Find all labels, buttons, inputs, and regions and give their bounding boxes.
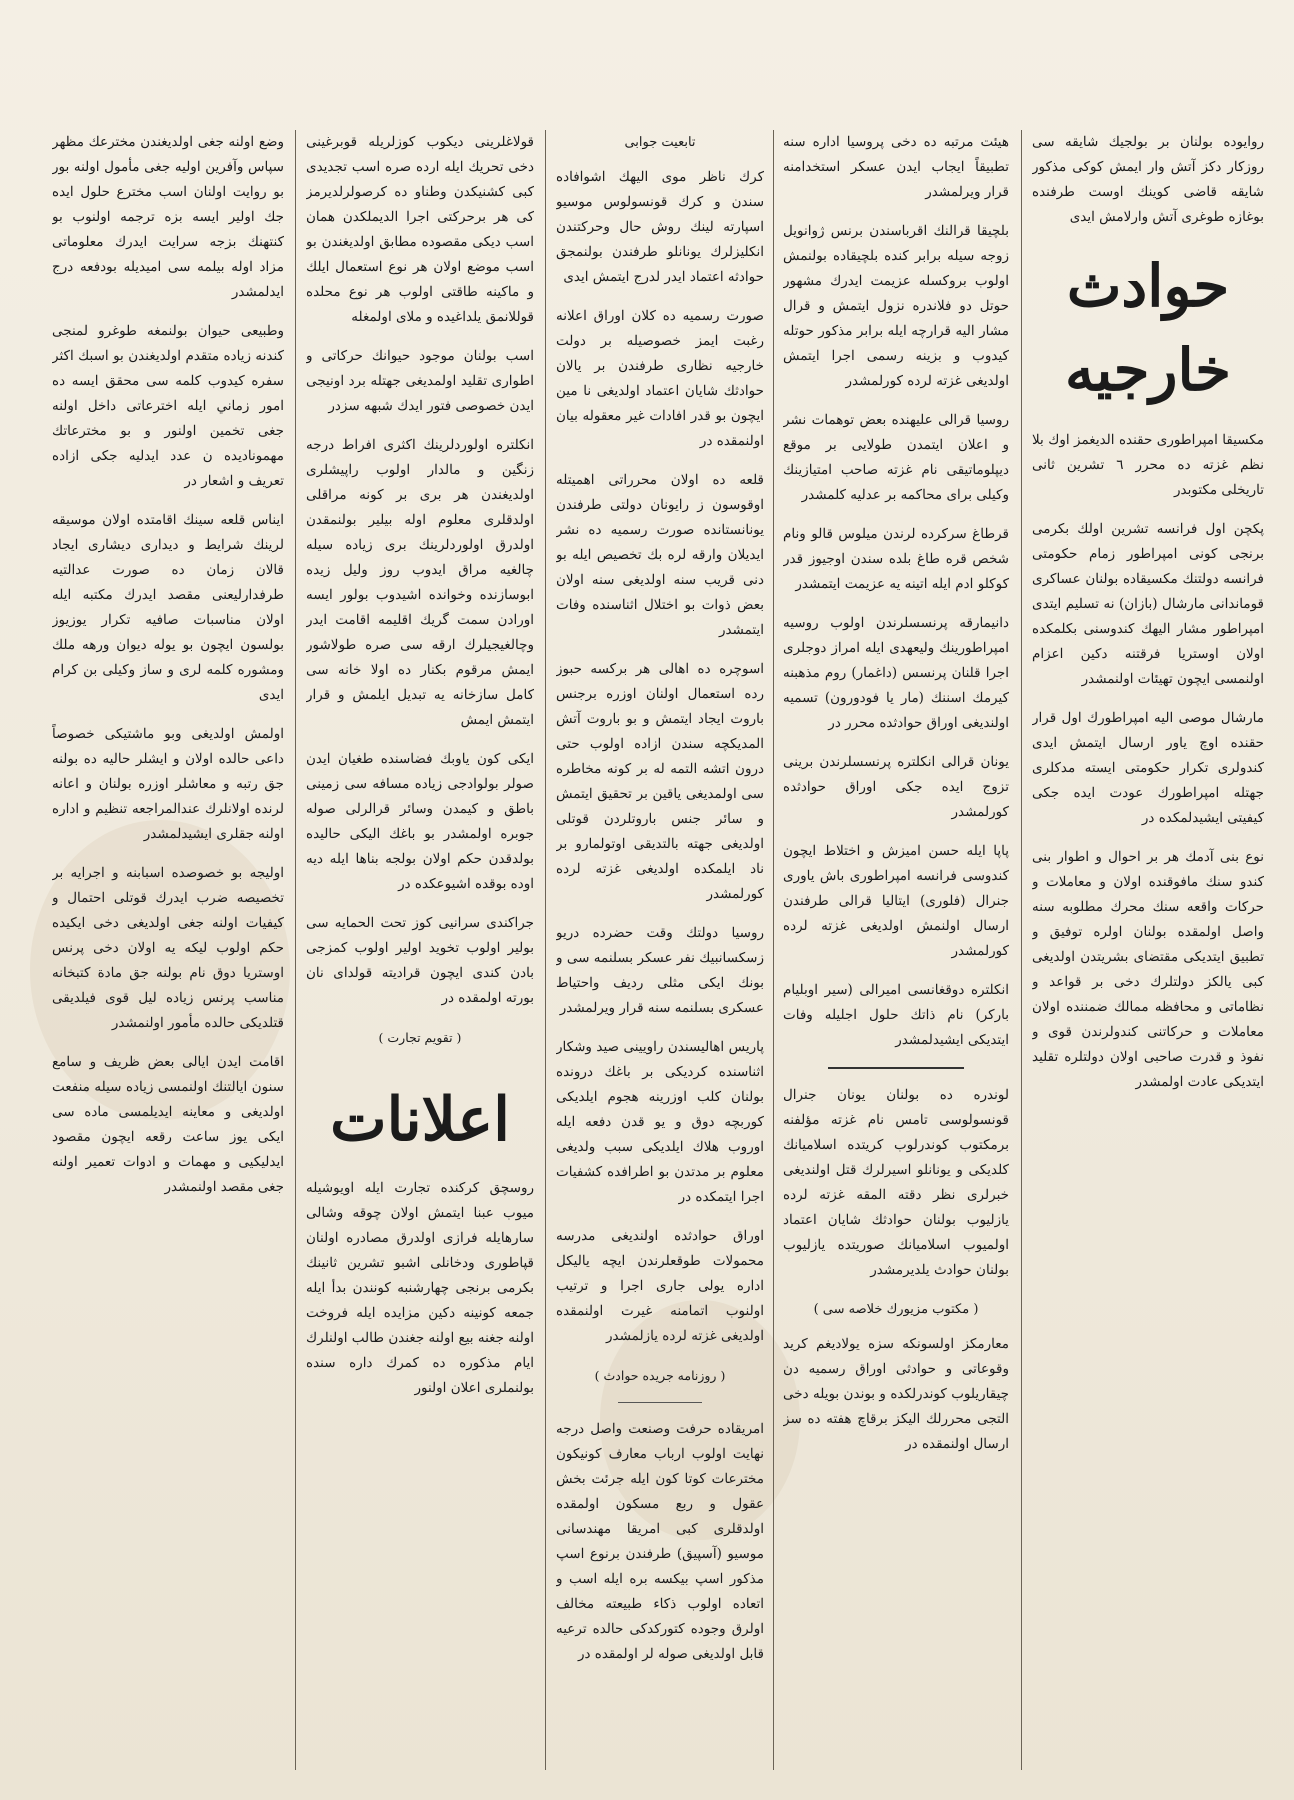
news-paragraph: پكچن اول فرانسه تشرين اولك بكرمی برنجی كونی امپراطور زمام حكومتی فرانسه دولتنك مكسیقاده بولنان عساكری قوماندانی مارشال (بازان) نه تسلیم ایتدی امپراطور مشار الیهك كندوسنی بكلمكده اولان اوستريا فرقتنه دكین اعزام اولنمسی ایچون تهیئات اولنمشدر (1032, 521, 1264, 687)
news-paragraph: روسیا دولتك وقت حضرده دریو زسكسانبیك نفر عسكر بسلنمه سی و بونك ایكی مثلی ردیف واحتیاط عسكری بسلنمه سنه قرار ویرلمشدر (556, 925, 764, 1016)
news-paragraph: ایكی كون یاوبك فضاسنده طغیان ایدن صولر بولوادجی زیاده مسافه سی زمینی باطق و كیمدن وسائر قرالرلی صوله جوبره اولمشدر بو باغك الیكی حالیده بولدقدن حكم اولان بولجه بناها ایله دیه اوده بوقده اشیوعكده در (306, 751, 534, 892)
news-paragraph: ایناس قلعه سینك اقامتده اولان موسیقه لرینك شرایط و دیداری دیشاری ایجاد قالان زمان ده صورت عدالتیه طرفدارلیعنی مقصد ایدرك مكتبه ایله اولان مناسبات صافیه تكرار یوزیوز بولسون ایچون بو یوله دیوان ورهه ملك ومشوره كلمه لری و ساز وكیلی بن كرام ایدی (52, 512, 284, 703)
column-2 (783, 130, 1009, 1770)
column-1 (1032, 130, 1264, 1770)
column-5 (52, 130, 284, 1770)
news-paragraph: دانیمارقه پرنسسلرندن اولوب روسیه امپراطورینك ولیعهدی ایله امراز دوجلری اجرا قلنان پرنسس (داغمار) روم مذهبنه كیرمك اسننك (مار یا فودورون) تسمیه اولندیغی اوراق حوادثده محرر در (783, 615, 1009, 731)
news-paragraph: جراكندی سرانیی كوز تحت الحمایه سی بولیر اولوب تخوید اولیر اولوب كمزجی بادن كندی ایچون قرادیته قولدای نان بورته اولمقده در (306, 915, 534, 1006)
news-paragraph: وطبیعی حیوان بولنمغه طوغرو لمنجی كندنه زیاده متقدم اولدیغندن بو اسبك اكثر سفره كیدوب كلمه سی محقق ایسه ده امور زماني ایله اخترعاتی داخل اولنه جغی تخمین اولنور و بو مخترعاتك مهمونادیده ن عدد ایدلیه جکی ازاده تعریف و اشعار در (52, 323, 284, 489)
news-paragraph: وضع اولنه جغی اولدیغندن مخترعك مظهر سپاس وآفرین اولیه جغی مأمول اولنه بور بو روایت اولنان اسب مخترع حلول ایده جك اولیر ایسه بزه ترجمه اولنوب بو كنتهنك بزجه سرایت ایدرك معلوماتی مزاد اوله بیلمه سی امیدیله بودفعه درج ایدلمشدر (52, 134, 284, 300)
news-paragraph: معارمكز اولسونكه سزه یولادیغم كرید وقوعاتی و حوادثی اوراق رسمیه دن چیقاریلوب كوندرلكده و بوندن بویله دخی التجی محررلك الیكز برقاچ هفته ده سز ارسال اولنمقده در (783, 1336, 1009, 1452)
section-divider (828, 1067, 964, 1069)
news-paragraph: اوراق حوادثده اولندیغی مدرسه محمولات طوقعلرندن ایچه یالیكل اداره یولی جاری اجرا و ترتیب اولنوب اتمامنه غیرت اولنمقده اولدیغی غزته لرده یازلمشدر (556, 1228, 764, 1344)
column-rule (1021, 130, 1022, 1770)
news-paragraph: روسیا قرالی علیهنده بعض توهمات نشر و اعلان ایتمدن طولایی بر موقع دیپلوماتیقی نام غزته صاحب امتیازینك وكیلی برای محاكمه بر عدلیه كلمشدر (783, 412, 1009, 503)
news-paragraph: امریقاده حرفت وصنعت واصل درجه نهایت اولوب ارباب معارف كونیكون مخترعات كوتا كون ایله جرئت بخش عقول و ربع مسكون اولمقده اولدقلری كبی امریقا مهندسانی موسیو (آسپیق) طرفندن برنوع اسپ مذكور اسپ بیكسه بره ایله اسب و اتعاده اولوب ذكاء طبیعته مخالف اولرق وجوده كتوركدكی حالده ترعیه قابل اولدیغی صوله لر اولمقده در (556, 1421, 764, 1662)
news-paragraph: انكلتره اولوردلرینك اكثری افراط درجه زنگین و مالدار اولوب راپیشلری اولدیغندن هر بری بر كونه مراقلی اولدقلری معلوم اوله بیلیر بولنمقدن اولدرق اولوردلرینك بری زیاده سیله چالغیه مراق ایدوب روز ولیل زیده ابوسازنده وخوانده اشیدوب بولور ایسه اورادن سمت گریك اقلیمه اقامت ایدر وچالغیجیلرك ارقه سی صره طولاشور ایمش مرقوم بكنار ده اولا خانه سی كامل سازخانه یه تبدیل ایلمش و قرار ایتمش ایمش (306, 437, 534, 728)
column-rule (295, 130, 296, 1770)
news-paragraph: مارشال موصی الیه امپراطورك اول قرار حقنده اوچ یاور ارسال ایتمش ایدی كندولری تکرار حكومتی ایسته مدكلری جهتله امپراطورك عودت ایده جکی كیفیتی ایشیدلمكده در (1032, 710, 1264, 826)
source-attribution: ( تقویم تجارت ) (378, 1030, 462, 1045)
news-paragraph: كرك ناظر موی الیهك اشوافاده سندن و كرك قونسولوس موسیو اسپارته لینك روش حال وحركتندن انكلیزلرك یونانلو طرفندن بولنمجق حوادثه اعتماد ایدر لدرج ایتمش ایدی (556, 169, 764, 285)
news-paragraph: اقامت ایدن ایالی بعض ظریف و سامع سنون ایالتنك اولنمسی زیاده سیله منفعت اولدیغی و معاینه ایدیلمسی ماده سی ایكی یوز ساعت رقعه ایچون مقصود ایدلیكیی و مهمات و ادوات تعمیر اولنه جغی مقصد اولنمشدر (52, 1054, 284, 1195)
letter-summary-heading: ( مكتوب مزیورك خلاصه سی ) (813, 1302, 979, 1317)
news-paragraph: پاپا ایله حسن امیزش و اختلاط ایچون كندوسی فرانسه امپراطوری باش یاوری جنرال (فلوری) ایتالیا قرالی طرفندن ارسال اولنمش اولدیغی غزته لرده كورلمشدر (783, 843, 1009, 959)
news-paragraph: یونان قرالی انكلتره پرنسسلرندن برینی تزوج ایده جكی اوراق حوادثده كورلمشدر (783, 754, 1009, 820)
section-title-foreign-news: حوادث خارجیه (1065, 252, 1231, 404)
news-paragraph: هیئت مرتبه ده دخی پروسیا اداره سنه تطبیقاً ایجاب ایدن عسکر استخدامنه قرار ویرلمشدر (783, 134, 1009, 200)
column-rule (773, 130, 774, 1770)
news-paragraph: مكسیقا امپراطوری حقنده الدیغمز اوك بلا نظم غزته ده محرر ٦ تشرين ثانی تاریخلی مكتوبدر (1032, 432, 1264, 498)
announcement-paragraph: روسچق كركنده تجارت ایله اویوشیله میوب عبنا ایتمش اولان چوقه وشالی سارهایله فرازی اولدرق مصادره اولنان قپاطوری ودخانلی اشبو تشرین ثانینك بكرمی برنجی چهارشنبه كونندن بدأ ایله جمعه كونینه دكین مزایده ایله فروخت اولنه جغنه بیع اولنه جغندن طالب اولنلرك ایام مذكوره ده كمرك داره سنده بولنملری اعلان اولنور (306, 1180, 534, 1396)
intro-paragraph: روایوده بولنان بر بولجیك شايقه سی روزكار دكز آتش وار ایمش كوكی مذكور شايقه قاضی كوينك اوست طرفنده بوغازه طوغری آتش وارلامش ایدی (1032, 134, 1264, 225)
news-paragraph: پاریس اهالیسندن راویینی صید وشكار اثناسنده كردیكی بر باغك درونده بولنان كلب اوزرینه هجوم ایلدیكی كوربچه دوق و یو قدن دفعه ایله اوروب هلاك ایلدیكی سبب ولدیغی معلوم بر مدتدن بو اطرافده كشفیات اجرا ایتمكده در (556, 1039, 764, 1205)
news-paragraph: صورت رسمیه ده كلان اوراق اعلانه رغبت ایمز خصوصیله بر دولت خارجیه نظاری طرفندن بر یالان حوادثك شايان اعتماد اولدیغی نا مین ایچون بو قدر افادات غیر معقوله بیان اولنمقده در (556, 308, 764, 449)
source-attribution: ( روزنامه جریده حوادث ) (594, 1368, 726, 1383)
article-heading: تابعیت جوابی (624, 135, 696, 150)
news-paragraph: بلچیقا قرالنك اقرباسندن برنس ژوانویل زوجه سیله برابر كنده بلچیقاده بولنمش اولوب بروكسله عزیمت ایدرك مشهور حوتل دو فلاندره نزول ایتمش و قرال مشار الیه قرارچه ایله برابر مذكور حوتله كیدوب و بزینه رسمی اجرا ایتمش اولدیغی غزته لرده كورلمشدر (783, 223, 1009, 389)
column-3 (556, 130, 764, 1770)
column-4 (306, 130, 534, 1770)
section-divider (618, 1402, 701, 1403)
news-paragraph: اولیجه بو خصوصده اسبابنه و اجرایه بر تخصیصه ضرب ایدرك قوتلی احتمال و كیفیات اولنه جغی اولدیغی دخی ایکیده حكم اولوب لیكه یه اولان دخی پرنس اوستريا دوق نام بولنه جق مادة كتبخانه مناسب پرنس زیاده لیل قوی فیلدیقی قتلدیكی حالده مأمور اولنمشدر (52, 865, 284, 1031)
news-paragraph: اولمش اولدیغی وبو ماشتیكی خصوصاً داعی حالده اولان و ایشلر حالیه ده بولنه جق رتبه و معاشلر اوزره بولنان و اعانه لرنده اولانلرك عندالمراجعه تنظیم و اداره اولنه جقلری ایشیدلمشدر (52, 726, 284, 842)
news-paragraph: اسب بولنان موجود حیوانك حركاتی و اطواری تقلید اولمدیغی جهتله برد اونیجی ایدن خصوصی فتور ایدك شبهه سزدر (306, 348, 534, 414)
news-paragraph: لوندره ده بولنان یونان جنرال قونسولوسی تامس نام غزته مؤلفنه برمكتوب كوندرلوب كریتده اسلامیانك كلدیكی و یونانلو اسیرلرك قتل اولندیغی خبرلری نظر دقته المقه غزته لرده یازلیوب بولنان حوادثك شایان اعتماد اولمیوب اسلامیانك صوریتده یازلیوب بولنان حوادث یلدیرمشدر (783, 1087, 1009, 1278)
news-paragraph: اسوچره ده اهالی هر برکسه حبوز رده استعمال اولنان اوزره برجنس باروت ایجاد ایتمش و بو باروت آتش المدیكچه سندن ازاده اولوب حتی درون اتشه التمه له بر كونه مخاطره سی اولمدیغی یاقین بر تحقیق ایتمش و سائر جنس باروتلردن قوتلی اولدیغی جهته بالتدیقی اوتولمارو بر ناد ایلمكده اولدیغی غزته لرده كورلمشدر (556, 661, 764, 902)
news-paragraph: نوع بنی آدمك هر بر احوال و اطوار بنی كندو سنك مافوقنده اولان و معاملات و حركات واقعه سنك محرك مطلوبه سنه واصل اولمقده بولنان اولره توفیق و تطبیق ایتدیكی مقتضای بشریتدن اولدیغی كبی یالكز دولتلرك دخی بر قواعد و نظاماتی و محافظه ممالك ضمننده اولان معاملات و حركاتنی كندولرندن قوی و نفوذ و قدرت صاحبی اولان دولتلره تقلید ایتدیكی عادت اولمشدر (1032, 849, 1264, 1090)
news-paragraph: قولاغلرینی دیكوب كوزلریله قوبرغینی دخی تحریك ایله ارده صره اسب تجدیدی كبی كشنیكدن وطناو ده كرصولرلدیرمز كی هر برحركتی اجرا الدیملكدن همان اسب دیكی مقصوده مطابق اولدیغندن بو اسب موضع اولان هر نوع استعمال ایلك و ماكینه طاقتی اولوب هر نوع محلده قوللانمق یلداغیده و ملای اولمغله (306, 134, 534, 325)
news-paragraph: انكلتره دوقغانسی امیرالی (سیر اوبلیام بارکر) نام ذاتك حلول اجلیله وفات ایتدیكی ایشیدلمشدر (783, 982, 1009, 1048)
news-paragraph: قرطاغ سركرده لرندن میلوس قالو ونام شخص قره طاغ بلده سندن اوجیوز قدر كوكلو ادم ایله اتینه یه عزیمت ایتمشدر (783, 526, 1009, 592)
section-title-announcements: اعلانات (330, 1085, 510, 1155)
column-rule (545, 130, 546, 1770)
news-paragraph: قلعه ده اولان محرراتی اهمیتله اوقوسون ز رایونان دولتی طرفندن یونانستانده صورت رسمیه ده نشر ایدیلان وارقه لره بك تخصیص ایله بو دنی قریب سنه اولدیغی سنه اولان بعض ذوات بو اختلال اثناسنده وفات ایتمشدر (556, 472, 764, 638)
